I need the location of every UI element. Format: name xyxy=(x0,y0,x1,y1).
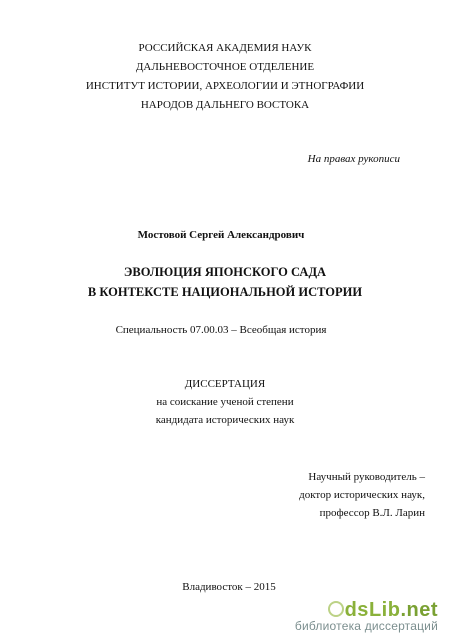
degree-line-1: на соискание ученой степени xyxy=(156,396,294,408)
watermark-logo: dsLib.net xyxy=(344,599,438,621)
org-line-3: ИНСТИТУТ ИСТОРИИ, АРХЕОЛОГИИ И ЭТНОГРАФИИ xyxy=(85,80,365,92)
specialty: Специальность 07.00.03 – Всеобщая история xyxy=(115,324,327,336)
watermark-subtitle: библиотека диссертаций xyxy=(294,619,438,633)
advisor-line-2: доктор исторических наук, xyxy=(299,489,425,501)
document-type: ДИССЕРТАЦИЯ xyxy=(184,378,266,390)
advisor-line-3: профессор В.Л. Ларин xyxy=(319,507,425,519)
place-year: Владивосток – 2015 xyxy=(182,581,276,593)
degree-line-2: кандидата исторических наук xyxy=(155,414,295,426)
dissertation-title-line-1: ЭВОЛЮЦИЯ ЯПОНСКОГО САДА xyxy=(123,265,327,279)
dslib-watermark xyxy=(244,599,444,635)
org-line-2: ДАЛЬНЕВОСТОЧНОЕ ОТДЕЛЕНИЕ xyxy=(135,61,315,73)
manuscript-note: На правах рукописи xyxy=(307,153,400,165)
author-name: Мостовой Сергей Александрович xyxy=(137,229,305,241)
watermark-circle-icon xyxy=(328,601,344,617)
org-line-4: НАРОДОВ ДАЛЬНЕГО ВОСТОКА xyxy=(140,99,310,111)
dissertation-title-line-2: В КОНТЕКСТЕ НАЦИОНАЛЬНОЙ ИСТОРИИ xyxy=(87,285,363,299)
org-line-1: РОССИЙСКАЯ АКАДЕМИЯ НАУК xyxy=(138,42,312,54)
advisor-line-1: Научный руководитель – xyxy=(308,471,425,483)
